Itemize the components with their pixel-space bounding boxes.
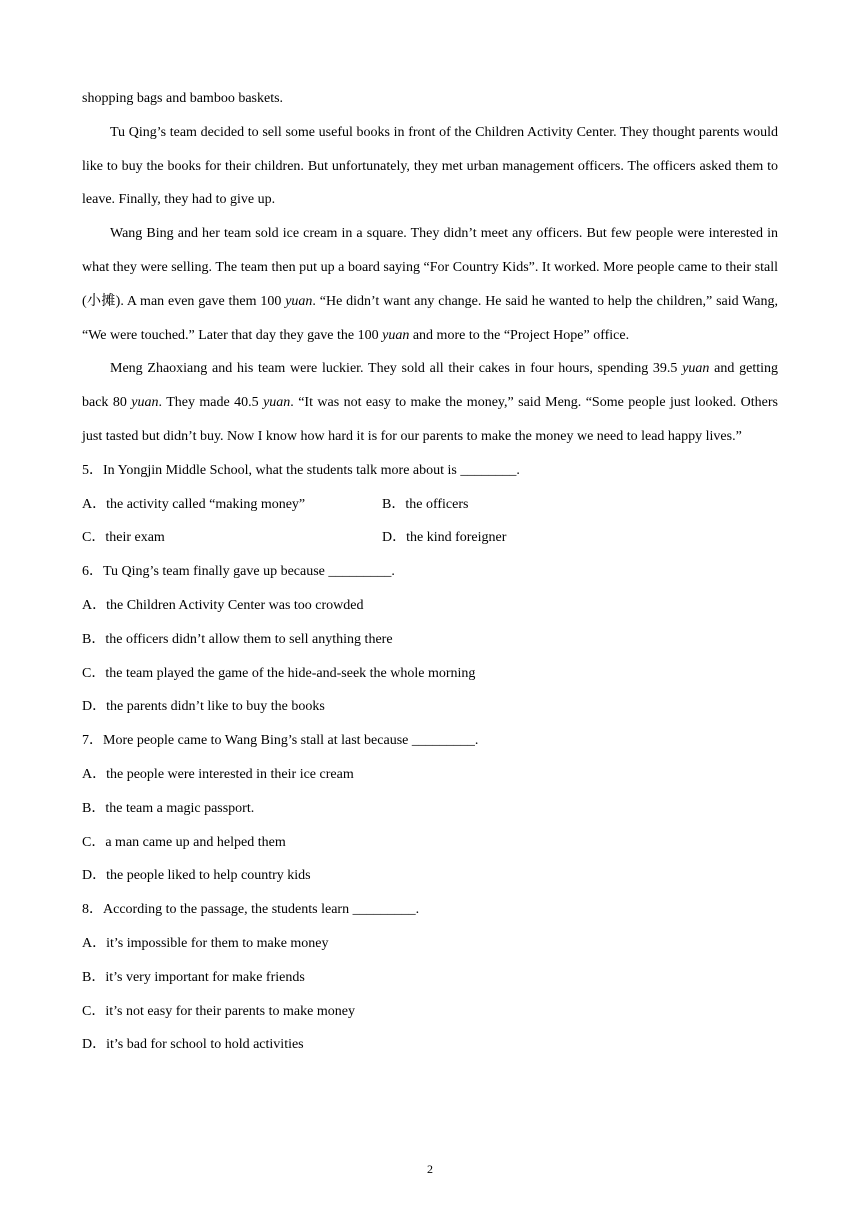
question-6-option-b[interactable]: B．the officers didn’t allow them to sell anything there <box>82 631 393 647</box>
question-6-stem: 6．Tu Qing’s team finally gave up because _________. <box>82 564 395 580</box>
question-5-options-row-2 <box>82 521 778 555</box>
passage-paragraph-tu-qing: Tu Qing’s team decided to sell some useful books in front of the Children Activity Center. They thought parents would like to buy the books for their children. But unfortunately, they met urban management officers. The officers asked them to leave. Finally, they had to give up. <box>82 124 778 208</box>
passage-paragraph-wang-bing: Wang Bing and her team sold ice cream in a square. They didn’t meet any officers. But few people were interested in what they were selling. The team then put up a board saying “For Country Kids”. It worked. More people came to their stall (小摊). A man even gave them 100 yuan. “He didn’t want any change. He said he wanted to help the children,” said Wang, “We were touched.” Later that day they gave the 100 yuan and more to the “Project Hope” office. <box>82 226 779 343</box>
question-7-option-c[interactable]: C．a man came up and helped them <box>82 834 286 850</box>
question-7-option-d[interactable]: D．the people liked to help country kids <box>82 868 311 884</box>
question-8-stem: 8．According to the passage, the students learn _________. <box>82 902 420 918</box>
question-6-option-a[interactable]: A．the Children Activity Center was too crowded <box>82 597 364 613</box>
question-5-option-c[interactable]: C．their exam <box>82 530 165 546</box>
question-7-stem: 7．More people came to Wang Bing’s stall at last because _________. <box>82 733 479 749</box>
question-8-option-a[interactable]: A．it’s impossible for them to make money <box>82 935 329 951</box>
question-8-option-c[interactable]: C．it’s not easy for their parents to make money <box>82 1003 355 1019</box>
question-5-option-b[interactable]: B．the officers <box>382 496 469 512</box>
question-6-option-c[interactable]: C．the team played the game of the hide-and-seek the whole morning <box>82 665 476 681</box>
question-7-option-a[interactable]: A．the people were interested in their ice cream <box>82 766 354 782</box>
question-8-option-d[interactable]: D．it’s bad for school to hold activities <box>82 1037 304 1053</box>
question-5-option-a[interactable]: A．the activity called “making money” <box>82 496 306 512</box>
question-5-options-row-1 <box>82 488 778 522</box>
question-6-option-d[interactable]: D．the parents didn’t like to buy the books <box>82 699 325 715</box>
question-5-option-d[interactable]: D．the kind foreigner <box>382 530 507 546</box>
passage-paragraph-meng: Meng Zhaoxiang and his team were luckier. They sold all their cakes in four hours, spending 39.5 yuan and getting back 80 yuan. They made 40.5 yuan. “It was not easy to make the money,” said Meng. “Some people just looked. Others just tasted but didn’t buy. Now I know how hard it is for our parents to make the money we need to lead happy lives.” <box>82 361 779 444</box>
question-8-option-b[interactable]: B．it’s very important for make friends <box>82 969 305 985</box>
passage-line: shopping bags and bamboo baskets. <box>82 91 284 106</box>
document-page <box>82 82 778 1062</box>
question-5-stem: 5．In Yongjin Middle School, what the students talk more about is ________. <box>82 462 520 478</box>
page-number: 2 <box>427 1162 433 1176</box>
question-7-option-b[interactable]: B．the team a magic passport. <box>82 800 255 816</box>
